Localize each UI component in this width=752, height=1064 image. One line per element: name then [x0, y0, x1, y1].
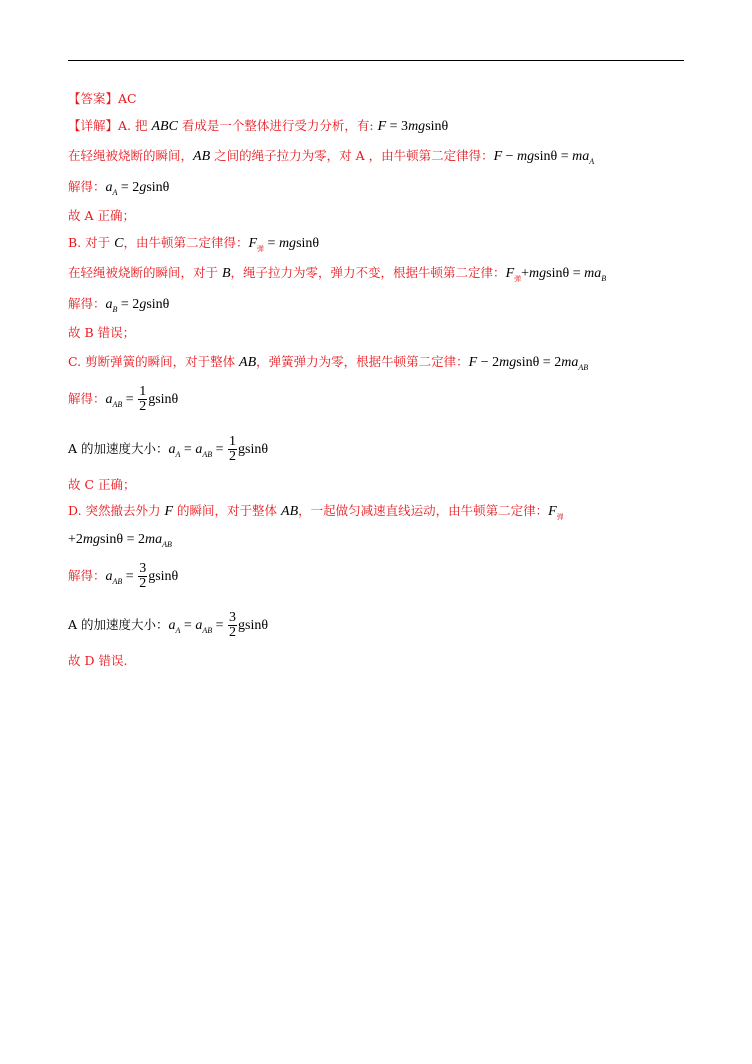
- math: =: [264, 236, 279, 251]
- text: D. 突然撤去外力: [68, 503, 165, 518]
- text: 在轻绳被烧断的瞬间，: [68, 148, 194, 163]
- text: 解得：: [68, 391, 106, 406]
- math: mg: [517, 149, 535, 164]
- math: sinθ: [146, 180, 170, 195]
- math: a: [195, 442, 203, 457]
- line-3: [68, 148, 594, 166]
- line-11: [68, 384, 178, 416]
- line-8: [68, 296, 169, 314]
- text: A 的加速度大小：: [68, 441, 169, 456]
- numerator: 1: [139, 384, 147, 399]
- line-12: [68, 434, 268, 466]
- math: mg: [278, 236, 297, 251]
- text: 故 C 正确；: [68, 477, 136, 492]
- math: mg: [408, 119, 426, 134]
- math: sinθ: [155, 392, 179, 407]
- math: +: [521, 266, 530, 281]
- math: F: [377, 119, 387, 134]
- subscript: B: [112, 305, 118, 314]
- line-15: [68, 531, 172, 549]
- subscript: A: [589, 157, 595, 166]
- text: 的瞬间，对于整体: [173, 503, 282, 518]
- math: = 2: [117, 180, 140, 195]
- line-7: [68, 265, 606, 283]
- text: 解得：: [68, 179, 106, 194]
- math: ma: [561, 355, 579, 370]
- subscript: AB: [162, 540, 172, 549]
- math: sinθ: [245, 442, 269, 457]
- subscript: 弹: [257, 245, 265, 253]
- math: sinθ = 2: [516, 355, 562, 370]
- subscript: A: [175, 450, 181, 459]
- numerator: 3: [229, 610, 236, 625]
- detail-label: 【详解】: [68, 118, 119, 133]
- line-16: [68, 561, 178, 593]
- line-10: [68, 354, 588, 372]
- text: A 的加速度大小：: [68, 617, 169, 632]
- text: ，弹簧弹力为零，根据牛顿第二定律：: [256, 354, 469, 369]
- denominator: 2: [229, 449, 236, 464]
- math: a: [195, 618, 203, 633]
- math: AB: [193, 149, 211, 164]
- text: B. 对于: [68, 235, 115, 250]
- math: ABC: [151, 119, 178, 134]
- fraction: [138, 385, 147, 414]
- math: g: [148, 569, 156, 584]
- math: ma: [144, 532, 163, 547]
- math: g: [148, 392, 156, 407]
- line-14: [68, 503, 564, 521]
- math: C: [114, 236, 124, 251]
- math: − 2: [477, 355, 500, 370]
- fraction: [138, 562, 147, 591]
- math: g: [139, 180, 147, 195]
- math: sinθ =: [534, 149, 573, 164]
- denominator: 2: [139, 576, 147, 591]
- math: a: [105, 392, 113, 407]
- math: =: [180, 442, 196, 457]
- math: a: [168, 442, 176, 457]
- line-6: [68, 235, 319, 253]
- text: ，绳子拉力为零，弹力不变，根据牛顿第二定律：: [230, 265, 506, 280]
- denominator: 2: [229, 625, 236, 640]
- subscript: AB: [202, 450, 213, 459]
- math: = 3: [386, 119, 409, 134]
- math: sinθ = 2: [100, 532, 145, 547]
- math: AB: [239, 355, 257, 370]
- header-rule: [68, 60, 684, 61]
- math: = 2: [117, 297, 140, 312]
- math: =: [122, 569, 138, 584]
- fraction: [228, 435, 237, 464]
- math: =: [212, 618, 227, 633]
- text: 之间的绳子拉力为零，对 A ，由牛顿第二定律得：: [210, 148, 494, 163]
- math: AB: [281, 504, 299, 519]
- text: ，一起做匀减速直线运动，由牛顿第二定律：: [298, 503, 549, 518]
- text: 看成是一个整体进行受力分析，有:: [177, 118, 378, 133]
- text: ，由牛顿第二定律得：: [123, 235, 249, 250]
- detail-line-a: [68, 118, 448, 135]
- math: =: [212, 442, 227, 457]
- line-17: [68, 610, 268, 642]
- text: 解得：: [68, 296, 106, 311]
- text: 故 A 正确；: [68, 208, 135, 223]
- line-5: [68, 208, 135, 224]
- subscript: A: [112, 188, 118, 197]
- math: −: [502, 149, 518, 164]
- math: =: [122, 392, 138, 407]
- math: +2: [68, 532, 83, 547]
- math: g: [139, 297, 147, 312]
- math: sinθ =: [546, 266, 585, 281]
- math: a: [105, 180, 113, 195]
- math: mg: [82, 532, 101, 547]
- numerator: 3: [139, 561, 147, 576]
- math: F: [493, 149, 503, 164]
- text: 故 B 错误；: [68, 325, 136, 340]
- text: 在轻绳被烧断的瞬间，对于: [68, 265, 222, 280]
- math: F: [248, 236, 258, 251]
- text: A. 把: [118, 118, 152, 133]
- subscript: AB: [202, 626, 213, 635]
- math: a: [168, 618, 176, 633]
- math: ma: [572, 149, 590, 164]
- answer-label: 【答案】: [68, 91, 119, 106]
- subscript: A: [175, 626, 181, 635]
- math: =: [180, 618, 196, 633]
- math: B: [221, 266, 231, 281]
- subscript: B: [601, 274, 607, 283]
- line-13: [68, 477, 136, 493]
- math: sinθ: [245, 618, 269, 633]
- answer-line: [68, 91, 137, 107]
- math: sinθ: [146, 297, 170, 312]
- math: sinθ: [155, 569, 179, 584]
- math: ma: [584, 266, 602, 281]
- subscript: AB: [112, 577, 123, 586]
- math: mg: [529, 266, 547, 281]
- text: 故 D 错误.: [68, 653, 128, 668]
- denominator: 2: [139, 399, 147, 414]
- math: F: [468, 355, 478, 370]
- math: a: [105, 569, 113, 584]
- math: F: [164, 504, 174, 519]
- math: F: [505, 266, 515, 281]
- math: mg: [499, 355, 517, 370]
- math: a: [105, 297, 113, 312]
- subscript: AB: [578, 363, 589, 372]
- fraction: [228, 611, 237, 640]
- text: C. 剪断弹簧的瞬间，对于整体: [68, 354, 240, 369]
- math: sinθ: [425, 119, 449, 134]
- subscript: 弹: [514, 275, 522, 283]
- subscript: 弹: [556, 513, 564, 521]
- numerator: 1: [229, 434, 236, 449]
- math: g: [238, 442, 245, 457]
- math: g: [238, 618, 245, 633]
- line-4: [68, 179, 169, 197]
- text: 解得：: [68, 568, 106, 583]
- subscript: AB: [112, 400, 123, 409]
- line-9: [68, 325, 135, 341]
- math: F: [548, 504, 557, 519]
- math: sinθ: [296, 236, 320, 251]
- answer-value: AC: [118, 91, 137, 106]
- line-18: [68, 653, 127, 669]
